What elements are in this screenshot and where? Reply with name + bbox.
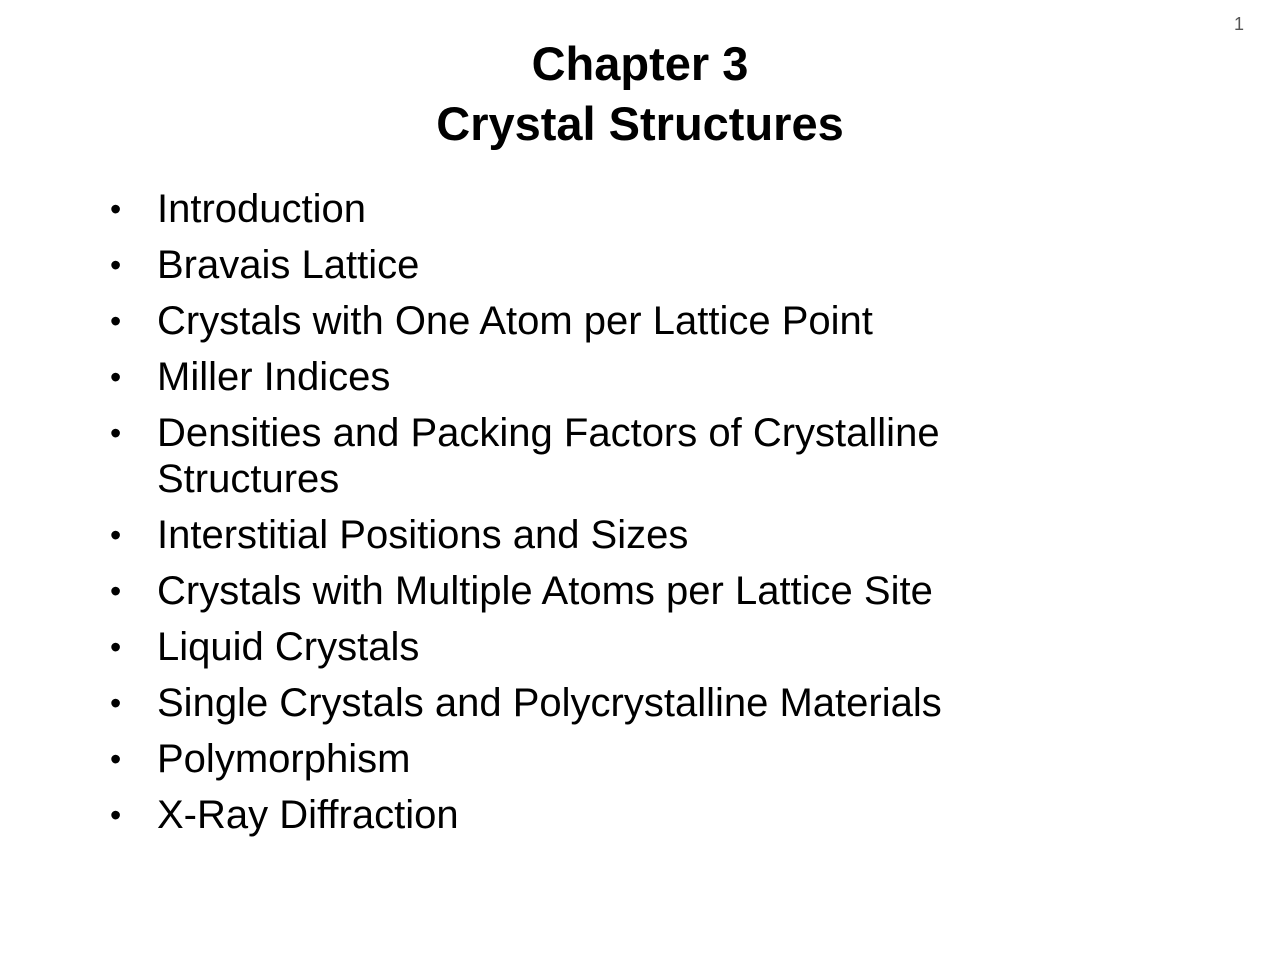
bullet-icon: •	[110, 517, 122, 553]
list-item	[110, 242, 1110, 288]
list-item	[110, 680, 1110, 726]
list-item-text: Single Crystals and Polycrystalline Materials	[157, 681, 942, 725]
list-item-text: Densities and Packing Factors of Crystalline Structures	[157, 411, 940, 501]
list-item	[110, 568, 1110, 614]
bullet-icon: •	[110, 359, 122, 395]
list-item-text: Interstitial Positions and Sizes	[157, 513, 689, 557]
bullet-icon: •	[110, 247, 122, 283]
bullet-icon: •	[110, 741, 122, 777]
list-item-text: Crystals with One Atom per Lattice Point	[157, 299, 873, 343]
list-item-text: Introduction	[157, 187, 367, 231]
list-item	[110, 624, 1110, 670]
bullet-icon: •	[110, 573, 122, 609]
topic-list	[110, 186, 1110, 848]
list-item	[110, 410, 1027, 502]
list-item-text: Miller Indices	[157, 355, 391, 399]
list-item	[110, 186, 1110, 232]
list-item	[110, 792, 1110, 838]
chapter-subtitle: Crystal Structures	[436, 97, 844, 150]
bullet-icon: •	[110, 415, 122, 451]
list-item	[110, 354, 1110, 400]
list-item	[110, 512, 1110, 558]
chapter-title: Chapter 3	[531, 37, 749, 90]
bullet-icon: •	[110, 191, 122, 227]
list-item-text: Crystals with Multiple Atoms per Lattice Site	[157, 569, 933, 613]
slide-title	[0, 34, 1280, 154]
bullet-icon: •	[110, 303, 122, 339]
list-item-text: X-Ray Diffraction	[157, 793, 459, 837]
bullet-icon: •	[110, 797, 122, 833]
list-item	[110, 298, 1110, 344]
list-item-text: Polymorphism	[157, 737, 411, 781]
list-item	[110, 736, 1110, 782]
bullet-icon: •	[110, 685, 122, 721]
list-item-text: Liquid Crystals	[157, 625, 420, 669]
list-item-text: Bravais Lattice	[157, 243, 420, 287]
page-number: 1	[1233, 14, 1244, 34]
bullet-icon: •	[110, 629, 122, 665]
